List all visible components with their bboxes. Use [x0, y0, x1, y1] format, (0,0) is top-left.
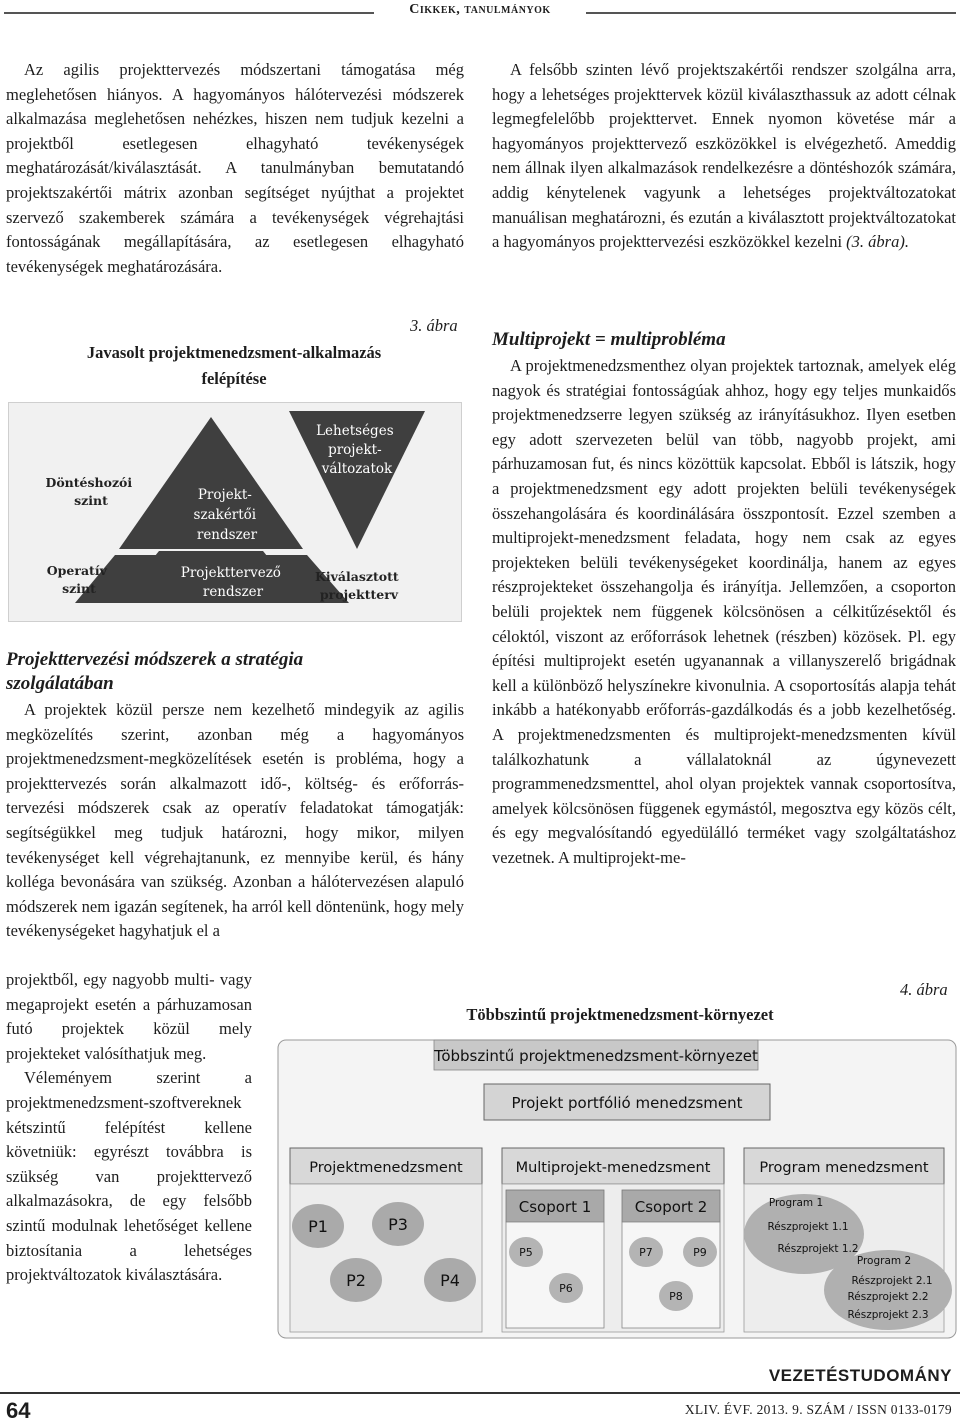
group-1-label: Csoport 1: [518, 1198, 592, 1216]
right-paragraph-1: A felsőbb szinten lévő projektszakértői rendszer szolgálna arra, hogy a lehetséges projekttervek közül kiválaszthassuk az adott célnak legmegfelelőbb projekttervet. Ennek nyomon követése már a hagyományos projekttervező eszközökkel is elvégezhető. Ameddig nem állnak ilyen alkalmazások rendelkezésre a döntéshozók számára, addig kénytelenek vagyunk a lehetséges projektváltozatokat manuálisan meghatározni, és ezután a kiválasztott projektváltozatokat a hagyományos projekttervezési eszközökkel kezelni (3. ábra).: [492, 60, 956, 252]
portfolio-management-label: Projekt portfólió menedzsment: [511, 1094, 743, 1112]
left-paragraph-1: Az agilis projekttervezés módszertani támogatása még meglehetősen hiányos. A hagyományos hálótervezési módszerek alkalmazása meglehetősen nehézkes, hiszen nem tudjuk kezelni a projektből esetlegesen elhagyható tevékenységek meghatározását/kiválasztását. A tanulmányban bemutatandó projektszakértői mátrix azonban segítséget nyújthat a projektet szervező szakemberek számára a tevékenységek végrehajtási fontosságának megállapítására, az esetlegesen elhagyható tevékenységek meghatározására.: [6, 60, 464, 276]
program-management-label: Program menedzsment: [759, 1160, 929, 1176]
footer-rule: [0, 1392, 960, 1394]
project-p4-label: P4: [440, 1271, 460, 1290]
project-p7-label: P7: [639, 1246, 653, 1259]
project-p2-label: P2: [346, 1271, 366, 1290]
subproject-2-2-label: Részprojekt 2.2: [847, 1291, 929, 1303]
project-p8-label: P8: [669, 1290, 683, 1303]
project-p3-label: P3: [388, 1215, 408, 1234]
multiproject-management-label: Multiprojekt-menedzsment: [515, 1160, 711, 1176]
project-p1-label: P1: [308, 1217, 328, 1236]
figure-3-reference: (3. ábra).: [846, 232, 909, 252]
journal-name: VEZETÉSTUDOMÁNY: [768, 1366, 952, 1385]
project-management-label: Projektmenedzsment: [309, 1160, 463, 1176]
subproject-2-1-label: Részprojekt 2.1: [851, 1275, 933, 1287]
header-rule-right: [586, 12, 956, 14]
figure-4-number: 4. ábra: [900, 980, 948, 999]
figure-4-title: Többszintű projektmenedzsment-környezet: [466, 1005, 774, 1024]
figure-3-title: Javasolt projektmenedzsment-alkalmazás felépítése: [86, 343, 382, 388]
decision-level-line1: Döntéshozói: [45, 475, 133, 490]
expert-system-label: Projekt- szakértői rendszer: [193, 487, 258, 543]
variants-label: Lehetséges projekt- változatok: [316, 423, 394, 477]
section-header: Cikkek, tanulmányok: [409, 2, 551, 17]
multilevel-banner-text: Többszintű projektmenedzsment-környezet: [434, 1047, 758, 1065]
planner-system-label: Projekttervező rendszer: [180, 565, 281, 600]
operative-level-label: Operatív szint: [46, 563, 107, 596]
left-paragraph-2: A projektek közül persze nem kezelhető mindegyik az agilis megközelítés szerint, azonban még a hagyományos projektmenedzsment-megközelítések esetén is probléma, hogy a projekttervezés során alkalmazott idő-, költség- és erőforrás-tervezési módszerek csak az operatív feladatokat támogatják: segítségükkel meg tudjuk határozni, hogy mikor, milyen tevékenységet kell végrehajtanunk, ez mennyibe kerül, és hány kolléga bevonására van szükség. Azonban a hálótervezésen alapuló módszerek nem igazán segítenek, ha arról kell döntenünk, hogy mely tevékenységeket hagyhatjuk el a: [6, 700, 464, 941]
selected-plan-label: Kiválasztott projektterv: [315, 569, 399, 602]
subproject-2-3-label: Részprojekt 2.3: [847, 1309, 929, 1321]
right-paragraph-2: A projektmenedzsmenthez olyan projektek tartoznak, amelyek elég nagyok és stratégiai fontosságúak ahhoz, hogy egy teljes munkaidős projektmenedzserre legyen szükség az irányításukhoz. Ilyen esetben egy adott szervezeten belül van több, nagyobb projekt, ami párhuzamosan fut, és nincs közöttük kapcsolat. Ebből is látszik, hogy a projektmenedzsment egy adott projekten belüli tevékenységek összehangolására és koordinálására összpontosít. Ezzel szemben a multiprojekt-menedzsment feladata, hogy nem csak az egyes projekteken belüli tevékenységeket koordinálja, hanem az egyes részprojekteket összehangolja és irányítja. Jellemzően, a csoporton belüli projektek nem függenek kölcsönösen a célkitűzésektől és céloktól, viszont az erőforrások lehetnek (részben) közösek. Pl. egy építési multiprojekt esetén ugyanannak a villanyszerelő brigádnak kell a különböző helyszínekre kivonulnia. A csoportosítás alapja tehát inkább a hatékonyabb erőforrás-gazdálkodás és a jobb kezelhetőség. A projektmenedzsmenten és multiprojekt-menedzsmenten kívül találkozhatunk a vállalatoknál az úgynevezett programmenedzsmenttel, ahol olyan projektek vannak csoportosítva, amelyek kölcsönösen függenek egymástól, megosztva egy közös célt, és egy megvalósítandó egyedülálló terméket vagy szolgáltatáshoz vezetnek. A multiprojekt-me-: [492, 356, 956, 867]
project-p5-label: P5: [519, 1246, 533, 1259]
project-p9-label: P9: [693, 1246, 707, 1259]
project-p6-label: P6: [559, 1282, 573, 1295]
decision-level-label: [46, 475, 137, 508]
figure-3-number: 3. ábra: [410, 316, 458, 335]
section-heading-multiproject: Multiprojekt = multiprobléma: [492, 329, 726, 350]
subproject-1-1-label: Részprojekt 1.1: [767, 1221, 849, 1233]
figure-3-diagram: [8, 402, 462, 622]
figure-4-diagram: [276, 1038, 958, 1340]
issue-info: XLIV. ÉVF. 2013. 9. SZÁM / ISSN 0133-0179: [684, 1402, 952, 1417]
program-1-label: Program 1: [768, 1197, 824, 1209]
section-heading-strategy: Projekttervezési módszerek a stratégia szolgálatában: [6, 649, 304, 694]
page-number: 64: [6, 1398, 31, 1423]
decision-level-line2: szint: [74, 493, 108, 508]
left-paragraph-2-continued: projektből, egy nagyobb multi- vagy megaprojekt esetén a párhuzamosan futó projektek közül mely projekteket valósíthatjuk meg. Véleményem szerint a projektmenedzsment-szoftvereknek kétszintű felépítést kellene követniük: egyrészt továbbra is szükség van projekttervező alkalmazásokra, de egy felsőbb szintű modulnak lehetőséget kellene biztosítania a lehetséges projektváltozatok kiválasztására.: [6, 970, 252, 1285]
subproject-1-2-label: Részprojekt 1.2: [777, 1243, 859, 1255]
program-2-label: Program 2: [856, 1255, 912, 1267]
group-2-label: Csoport 2: [634, 1198, 708, 1216]
header-rule-left: [4, 12, 374, 14]
